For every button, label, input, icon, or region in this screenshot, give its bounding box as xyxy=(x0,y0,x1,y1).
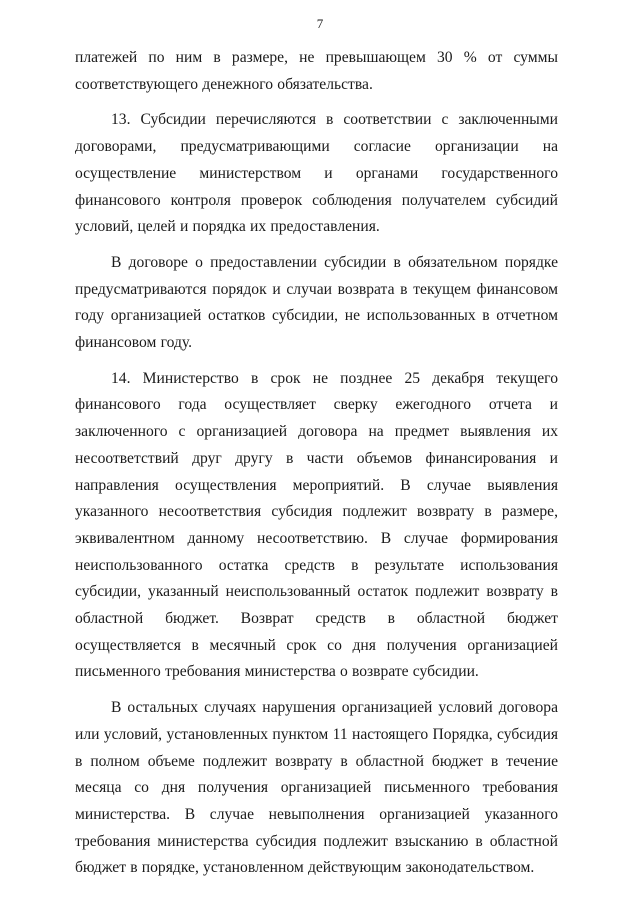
paragraph-item-14: 14. Министерство в срок не позднее 25 декабря текущего финансового года осуществляет сверку ежегодного отчета и заключенного с организацией договора на предмет выявления их несоответствий друг другу в части объемов финансирования и направления осуществления мероприятий. В случае выявления указанного несоответствия субсидия подлежит возврату в размере, эквивалентном данному несоответствию. В случае формирования неиспользованного остатка средств в результате использования субсидии, указанный неиспользованный остаток подлежит возврату в областной бюджет. Возврат средств в областной бюджет осуществляется в месячный срок со дня получения организацией письменного требования министерства о возврате субсидии. xyxy=(75,369,558,681)
paragraph-continuation: платежей по ним в размере, не превышающем 30 % от суммы соответствующего денежного обязательства. xyxy=(75,49,558,93)
document-body xyxy=(75,45,558,891)
paragraph-refund-terms: В договоре о предоставлении субсидии в обязательном порядке предусматриваются порядок и случаи возврата в текущем финансовом году организацией остатков субсидии, не использованных в отчетном финансовом году. xyxy=(75,253,558,352)
paragraph-violations: В остальных случаях нарушения организацией условий договора или условий, установленных пунктом 11 настоящего Порядка, субсидия в полном объеме подлежит возврату в областной бюджет в течение месяца со дня получения организацией письменного требования министерства. В случае невыполнения организацией указанного требования министерства субсидия подлежит взысканию в областной бюджет в порядке, установленном действующим законодательством. xyxy=(75,699,558,877)
paragraph-item-13: 13. Субсидии перечисляются в соответствии с заключенными договорами, предусматривающими согласие организации на осуществление министерством и органами государственного финансового контроля проверок соблюдения получателем субсидий условий, целей и порядка их предоставления. xyxy=(75,111,558,236)
page-number: 7 xyxy=(316,16,324,31)
